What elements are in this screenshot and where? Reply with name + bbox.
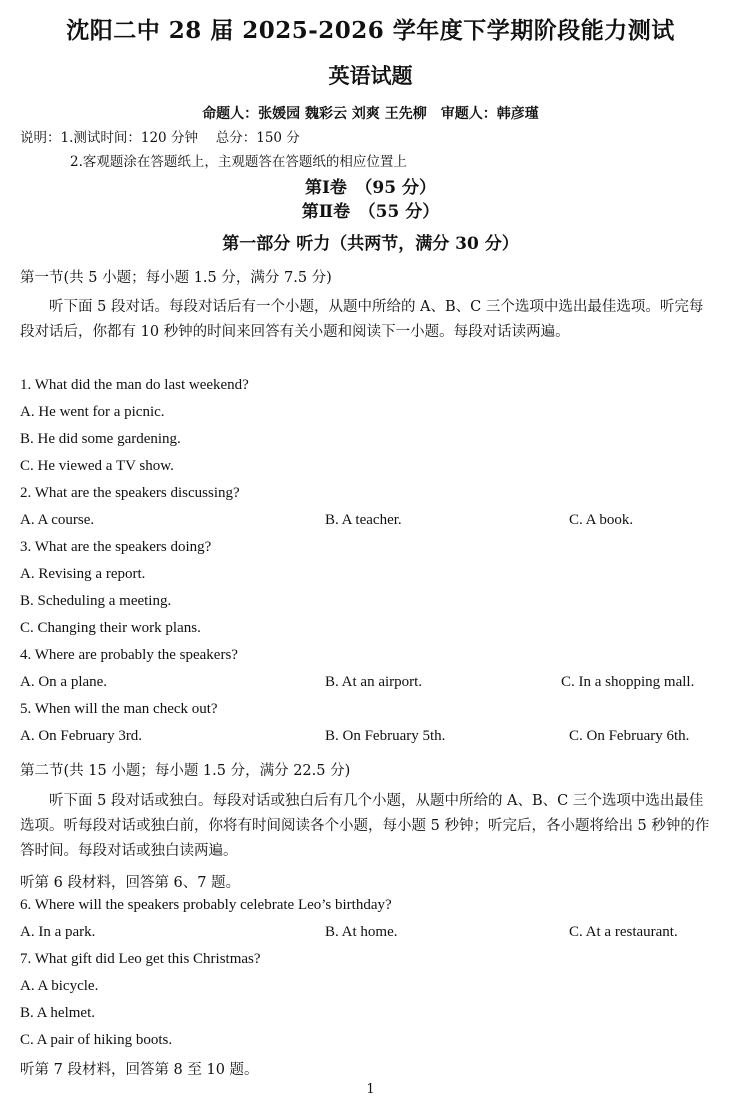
question-3-option-a: A. Revising a report. [20, 566, 146, 582]
question-7-option-a: A. A bicycle. [20, 978, 99, 994]
question-5-option-c: C. On February 6th. [569, 728, 690, 744]
question-4-stem: 4. Where are probably the speakers? [20, 647, 238, 663]
question-6-stem: 6. Where will the speakers probably celebrate Leo’s birthday? [20, 897, 392, 913]
note-line-1: 说明：1.测试时间：120 分钟 总分：150 分 [20, 130, 300, 146]
question-1-option-c: C. He viewed a TV show. [20, 458, 174, 474]
exam-subtitle: 英语试题 [328, 63, 413, 88]
page-number: 1 [366, 1082, 375, 1097]
question-6-option-a: A. In a park. [20, 924, 96, 940]
exam-authors: 命题人：张媛园 魏彩云 刘爽 王先柳 审题人：韩彦瑾 [202, 106, 539, 122]
question-2-stem: 2. What are the speakers discussing? [20, 485, 240, 501]
material-6-note: 听第 6 段材料，回答第 6、7 题。 [20, 875, 241, 891]
question-6-option-b: B. At home. [325, 924, 398, 940]
question-3-stem: 3. What are the speakers doing? [20, 539, 212, 555]
question-6-option-c: C. At a restaurant. [569, 924, 678, 940]
exam-title: 沈阳二中 28 届 2025-2026 学年度下学期阶段能力测试 [66, 17, 675, 44]
section2-heading: 第二节(共 15 小题；每小题 1.5 分，满分 22.5 分) [20, 763, 351, 779]
volume-2: 第Ⅱ卷 （55 分） [301, 202, 440, 222]
question-3-option-b: B. Scheduling a meeting. [20, 593, 172, 609]
question-1-option-a: A. He went for a picnic. [20, 404, 165, 420]
question-2-option-b: B. A teacher. [325, 512, 402, 528]
question-4-option-a: A. On a plane. [20, 674, 108, 690]
question-7-option-c: C. A pair of hiking boots. [20, 1032, 173, 1048]
material-7-note: 听第 7 段材料，回答第 8 至 10 题。 [20, 1062, 259, 1078]
note-line-2: 2.客观题涂在答题纸上，主观题答在答题纸的相应位置上 [70, 154, 407, 170]
question-2-option-a: A. A course. [20, 512, 95, 528]
question-1-stem: 1. What did the man do last weekend? [20, 377, 249, 393]
question-5-option-b: B. On February 5th. [325, 728, 446, 744]
question-5-stem: 5. When will the man check out? [20, 701, 218, 717]
question-5-option-a: A. On February 3rd. [20, 728, 143, 744]
question-1-option-b: B. He did some gardening. [20, 431, 181, 447]
question-7-option-b: B. A helmet. [20, 1005, 95, 1021]
question-4-option-c: C. In a shopping mall. [561, 674, 695, 690]
section1-instructions: 听下面 5 段对话。每段对话后有一个小题，从题中所给的 A、B、C 三个选项中选出最佳选项。听完每段对话后，你都有 10 秒钟的时间来回答有关小题和阅读下一小题。每段对话读两遍。 [20, 299, 704, 340]
question-3-option-c: C. Changing their work plans. [20, 620, 201, 636]
question-4-option-b: B. At an airport. [325, 674, 423, 690]
volume-1: 第Ⅰ卷 （95 分） [304, 178, 437, 198]
section2-instructions: 听下面 5 段对话或独白。每段对话或独白后有几个小题，从题中所给的 A、B、C 三个选项中选出最佳选项。听每段对话或独白前，你将有时间阅读各个小题，每小题 5 秒钟；听完后，各小题将给出 5 秒钟的作答时间。每段对话或独白读两遍。 [20, 793, 710, 859]
part-title: 第一部分 听力（共两节，满分 30 分） [222, 234, 519, 254]
question-2-option-c: C. A book. [569, 512, 634, 528]
question-7-stem: 7. What gift did Leo get this Christmas? [20, 951, 261, 967]
section1-heading: 第一节(共 5 小题；每小题 1.5 分，满分 7.5 分) [20, 270, 332, 286]
